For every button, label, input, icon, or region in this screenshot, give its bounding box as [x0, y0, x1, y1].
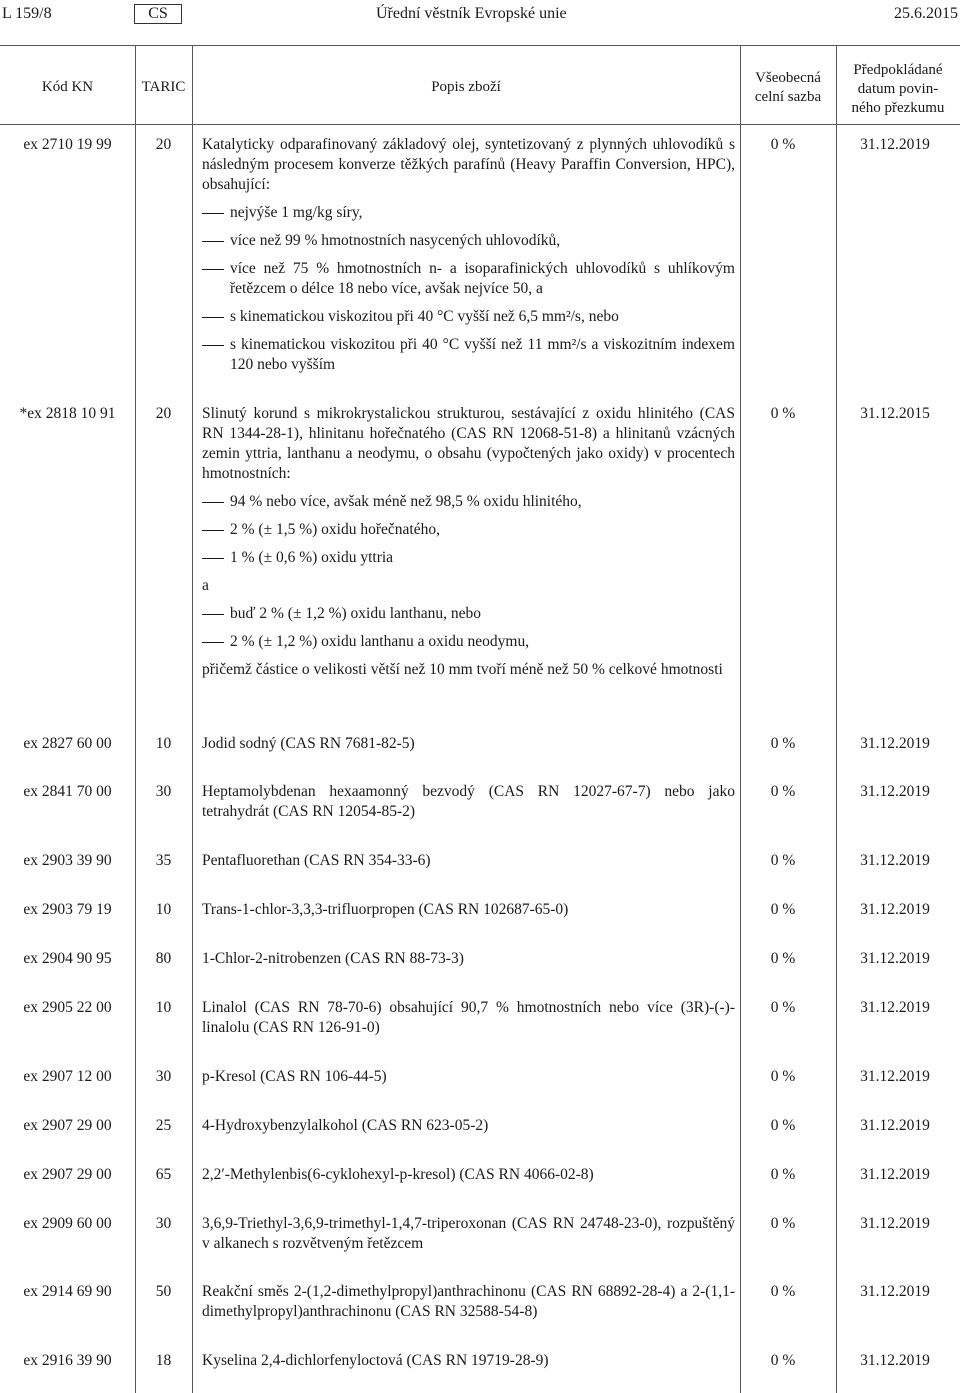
list-item: nejvýše 1 mg/kg síry, — [202, 203, 735, 223]
language-badge: CS — [134, 4, 182, 24]
taric-code: 30 — [155, 1068, 172, 1085]
col-header-kn: Kód KN — [41, 79, 94, 95]
taric-code: 10 — [155, 735, 172, 752]
taric-code: 65 — [155, 1166, 172, 1183]
duty-rate: 0 % — [770, 735, 796, 752]
list-item: buď 2 % (± 1,2 %) oxidu lanthanu, nebo — [202, 604, 735, 624]
duty-rate: 0 % — [770, 852, 796, 869]
cn-code: *ex 2818 10 91 — [19, 405, 116, 422]
journal-title: Úřední věstník Evropské unie — [376, 5, 567, 22]
review-date: 31.12.2019 — [860, 1215, 930, 1232]
column-divider — [135, 45, 136, 1393]
cn-code: ex 2909 60 00 — [23, 1215, 112, 1232]
goods-description: 2,2′-Methylenbis(6-cyklohexyl-p-kresol) (CAS RN 4066-02-8) — [202, 1166, 594, 1183]
goods-description: Trans-1-chlor-3,3,3-trifluorpropen (CAS RN 102687-65-0) — [202, 901, 569, 918]
goods-description: 4-Hydroxybenzylalkohol (CAS RN 623-05-2) — [202, 1117, 489, 1134]
list-item: 2 % (± 1,2 %) oxidu lanthanu a oxidu neodymu, — [202, 632, 735, 652]
goods-description: 3,6,9-Triethyl-3,6,9-trimethyl-1,4,7-triperoxonan (CAS RN 24748-23-0), rozpuštěný v alkanech s rozvětveným řetězcem — [202, 1215, 735, 1252]
list-item: 94 % nebo více, avšak méně než 98,5 % oxidu hlinitého, — [202, 492, 735, 512]
duty-rate: 0 % — [770, 136, 796, 153]
review-date: 31.12.2019 — [860, 1068, 930, 1085]
goods-description: Kyselina 2,4-dichlorfenyloctová (CAS RN 19719-28-9) — [202, 1352, 549, 1369]
taric-code: 80 — [155, 950, 172, 967]
duty-rate: 0 % — [770, 1215, 796, 1232]
review-date: 31.12.2019 — [860, 1283, 930, 1300]
cn-code: ex 2903 39 90 — [23, 852, 112, 869]
duty-rate: 0 % — [770, 1166, 796, 1183]
goods-description: Jodid sodný (CAS RN 7681-82-5) — [202, 735, 415, 752]
list-item: více než 99 % hmotnostních nasycených uhlovodíků, — [202, 231, 735, 251]
list-item: více než 75 % hmotnostních n- a isoparafinických uhlovodíků s uhlíkovým řetězcem o délce 18 nebo více, avšak nejvíce 50, a — [202, 259, 735, 299]
taric-code: 35 — [155, 852, 172, 869]
column-divider — [836, 45, 837, 1393]
cn-code: ex 2827 60 00 — [23, 735, 112, 752]
duty-rate: 0 % — [770, 405, 796, 422]
review-date: 31.12.2019 — [860, 136, 930, 153]
taric-code: 30 — [155, 1215, 172, 1232]
taric-code: 50 — [155, 1283, 172, 1300]
goods-description: Katalyticky odparafinovaný základový olej, syntetizovaný z plynných uhlovodíků s následným procesem konverze těžkých parafínů (Heavy Paraffin Conversion, HPC), obsahující: nejvýše 1 mg/kg síry, více než 99 % hmotnostních nasycených uhlovodíků, více než 75 % hmotnostních n- a isoparafinických uhlovodíků s uhlíkovým řetězcem o délce 18 nebo více, avšak nejvíce 50, a s kinematickou viskozitou při 40 °C vyšší než 6,5 mm²/s, nebo s kinematickou viskozitou při 40 °C vyšší než 11 mm²/s a viskozitním indexem 120 nebo vyšším — [202, 136, 735, 373]
cn-code: ex 2916 39 90 — [23, 1352, 112, 1369]
review-date: 31.12.2015 — [860, 405, 930, 422]
list-item: 2 % (± 1,5 %) oxidu hořečnatého, — [202, 520, 735, 540]
goods-description: Slinutý korund s mikrokrystalickou strukturou, sestávající z oxidu hlinitého (CAS RN 1344-28-1), hlinitanu hořečnatého (CAS RN 12068-51-8) a hlinitanů vzácných zemin yttria, lanthanu a neodymu, o obsahu (vypočtených jako oxidy) v procentech hmotnostních: 94 % nebo více, avšak méně než 98,5 % oxidu hlinitého, 2 % (± 1,5 %) oxidu hořečnatého, 1 % (± 0,6 %) oxidu yttria a buď 2 % (± 1,2 %) oxidu lanthanu, nebo 2 % (± 1,2 %) oxidu lanthanu a oxidu neodymu, přičemž částice o velikosti větší než 10 mm tvoří méně než 50 % celkové hmotnosti — [202, 405, 735, 678]
duty-rate: 0 % — [770, 1068, 796, 1085]
cn-code: ex 2914 69 90 — [23, 1283, 112, 1300]
duty-rate: 0 % — [770, 1117, 796, 1134]
table-top-rule — [0, 45, 960, 46]
col-header-review-date: Předpokládané datum povin- ného přezkumu — [851, 62, 945, 116]
column-divider — [192, 45, 193, 1393]
taric-code: 10 — [155, 901, 172, 918]
list-item: s kinematickou viskozitou při 40 °C vyšší než 6,5 mm²/s, nebo — [202, 307, 735, 327]
cn-code: ex 2907 29 00 — [23, 1166, 112, 1183]
review-date: 31.12.2019 — [860, 852, 930, 869]
issue-date: 25.6.2015 — [894, 5, 958, 22]
closing-text: přičemž částice o velikosti větší než 10 mm tvoří méně než 50 % celkové hmotnosti — [202, 661, 723, 678]
review-date: 31.12.2019 — [860, 735, 930, 752]
goods-description: Pentafluorethan (CAS RN 354-33-6) — [202, 852, 431, 869]
duty-rate: 0 % — [770, 783, 796, 800]
taric-code: 20 — [155, 136, 172, 153]
list-item: 1 % (± 0,6 %) oxidu yttria — [202, 548, 735, 568]
column-divider — [740, 45, 741, 1393]
taric-code: 25 — [155, 1117, 172, 1134]
goods-description: Reakční směs 2-(1,2-dimethylpropyl)anthrachinonu (CAS RN 68892-28-4) a 2-(1,1-dimethylpropyl)anthrachinonu (CAS RN 32588-54-8) — [202, 1283, 735, 1320]
col-header-taric: TARIC — [141, 79, 186, 95]
goods-description: Heptamolybdenan hexaamonný bezvodý (CAS RN 12027-67-7) nebo jako tetrahydrát (CAS RN 12054-85-2) — [202, 783, 735, 820]
review-date: 31.12.2019 — [860, 1352, 930, 1369]
review-date: 31.12.2019 — [860, 999, 930, 1016]
goods-description: p-Kresol (CAS RN 106-44-5) — [202, 1068, 387, 1085]
goods-description: 1-Chlor-2-nitrobenzen (CAS RN 88-73-3) — [202, 950, 464, 967]
list-item: s kinematickou viskozitou při 40 °C vyšší než 11 mm²/s a viskozitním indexem 120 nebo vyšším — [202, 335, 735, 375]
duty-rate: 0 % — [770, 901, 796, 918]
cn-code: ex 2903 79 19 — [23, 901, 112, 918]
col-header-description: Popis zboží — [431, 79, 501, 95]
cn-code: ex 2710 19 99 — [23, 136, 112, 153]
duty-rate: 0 % — [770, 1352, 796, 1369]
taric-code: 20 — [155, 405, 172, 422]
page-ref: L 159/8 — [2, 5, 52, 22]
duty-rate: 0 % — [770, 999, 796, 1016]
goods-description: Linalol (CAS RN 78-70-6) obsahující 90,7 % hmotnostních nebo více (3R)-(-)-linalolu (CAS RN 126-91-0) — [202, 999, 735, 1036]
connector-text: a — [202, 577, 209, 594]
review-date: 31.12.2019 — [860, 783, 930, 800]
taric-code: 10 — [155, 999, 172, 1016]
cn-code: ex 2907 12 00 — [23, 1068, 112, 1085]
cn-code: ex 2841 70 00 — [23, 783, 112, 800]
page-header — [0, 4, 960, 26]
cn-code: ex 2905 22 00 — [23, 999, 112, 1016]
col-header-duty: Všeobecná celní sazba — [754, 70, 822, 105]
review-date: 31.12.2019 — [860, 901, 930, 918]
review-date: 31.12.2019 — [860, 1117, 930, 1134]
review-date: 31.12.2019 — [860, 950, 930, 967]
cn-code: ex 2907 29 00 — [23, 1117, 112, 1134]
taric-code: 30 — [155, 783, 172, 800]
review-date: 31.12.2019 — [860, 1166, 930, 1183]
duty-rate: 0 % — [770, 1283, 796, 1300]
duty-rate: 0 % — [770, 950, 796, 967]
taric-code: 18 — [155, 1352, 172, 1369]
cn-code: ex 2904 90 95 — [23, 950, 112, 967]
table-header-rule — [0, 124, 960, 125]
